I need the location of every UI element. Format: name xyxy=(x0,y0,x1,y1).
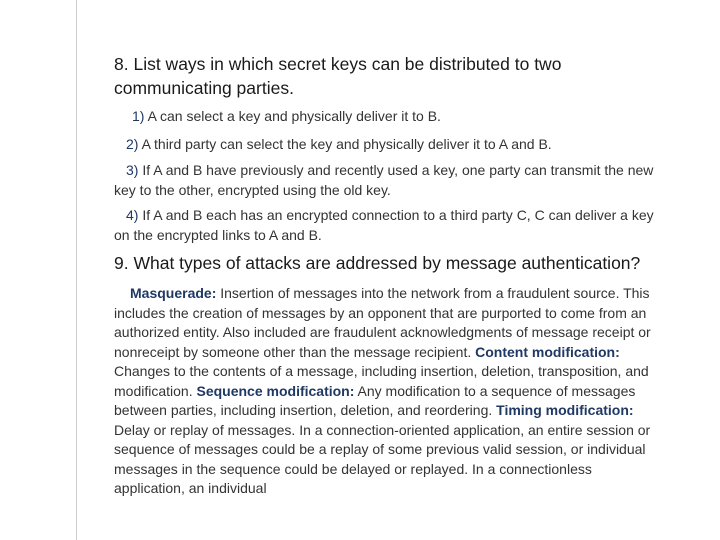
slide-content xyxy=(114,52,664,499)
item-number: 2) xyxy=(126,135,139,152)
answer-item-2 xyxy=(126,135,664,155)
question-8: 8. List ways in which secret keys can be distributed to two communicating parties. xyxy=(114,54,562,98)
item-text: A third party can select the key and physically deliver it to A and B. xyxy=(138,135,552,152)
question-9: 9. What types of attacks are addressed by message authentication? xyxy=(114,253,641,273)
answer-item-4 xyxy=(114,206,664,245)
term-masquerade: Masquerade: xyxy=(130,285,217,301)
item-text: A can select a key and physically deliver it to B. xyxy=(144,108,441,124)
item-number: 3) xyxy=(126,162,139,178)
term-sequence-modification: Sequence modification: xyxy=(196,382,355,399)
term-description: Insertion of messages into the network from a fraudulent source. This includes the creation of messages by an opponent that are purported to come from an authorized entity. Also included are fraudulent acknowledgments of message receipt or nonreceipt by someone other than the message recipient. xyxy=(114,285,651,360)
item-text: If A and B have previously and recently used a key, one party can transmit the new key to the other, encrypted using the old key. xyxy=(114,162,654,198)
item-number: 1) xyxy=(132,108,145,124)
term-timing-modification: Timing modification: xyxy=(496,402,634,418)
left-margin-rule xyxy=(76,0,77,540)
term-description: Any modification to a sequence of messages between parties, including insertion, deletion, and reordering. xyxy=(114,382,636,418)
term-content-modification: Content modification: xyxy=(475,343,620,360)
answer-9 xyxy=(114,284,664,499)
answer-item-1 xyxy=(132,107,664,127)
term-description: Changes to the contents of a message, including insertion, deletion, transposition, and modification. xyxy=(114,363,649,399)
item-text: If A and B each has an encrypted connection to a third party C, C can deliver a key on the encrypted links to A and B. xyxy=(114,207,654,243)
item-number: 4) xyxy=(126,207,139,223)
term-description: Delay or replay of messages. In a connection-oriented application, an entire session or sequence of messages could be a replay of some previous valid session, or individual messages in the sequence could be delayed or replayed. In a connectionless application, an individual xyxy=(114,421,651,496)
answer-item-3 xyxy=(114,161,664,200)
